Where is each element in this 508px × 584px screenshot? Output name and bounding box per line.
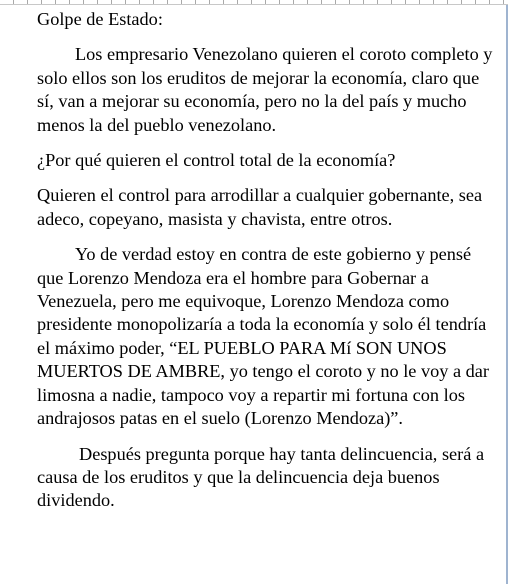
ruler <box>0 0 508 5</box>
paragraph-3: Quieren el control para arrodillar a cualquier gobernante, sea adeco, copeyano, masista y chavista, entre otros. <box>37 185 483 229</box>
paragraph-4: Yo de verdad estoy en contra de este gobierno y pensé que Lorenzo Mendoza era el hombre para Gobernar a Venezuela, pero me equivoque, Lorenzo Mendoza como presidente monopolizaría a toda la economía y solo él tendría el máximo poder, “EL PUEBLO PARA Mí SON UNOS MUERTOS DE AMBRE, yo tengo el coroto y no le voy a dar limosna a nadie, tampoco voy a repartir mi fortuna con los andrajosos patas en el suelo (Lorenzo Mendoza)”. <box>37 244 489 429</box>
document-body[interactable] <box>37 8 499 525</box>
paragraph-1: Los empresario Venezolano quieren el coroto completo y solo ellos son los eruditos de mejorar la economía, claro que sí, van a mejorar su economía, pero no la del país y mucho menos la del pueblo venezolano. <box>37 44 493 135</box>
paragraph-2: ¿Por qué quieren el control total de la economía? <box>37 150 396 171</box>
document-title: Golpe de Estado: <box>37 9 163 29</box>
paragraph-5: Después pregunta porque hay tanta delincuencia, será a causa de los eruditos y que la delincuencia deja buenos dividendo. <box>37 443 485 511</box>
